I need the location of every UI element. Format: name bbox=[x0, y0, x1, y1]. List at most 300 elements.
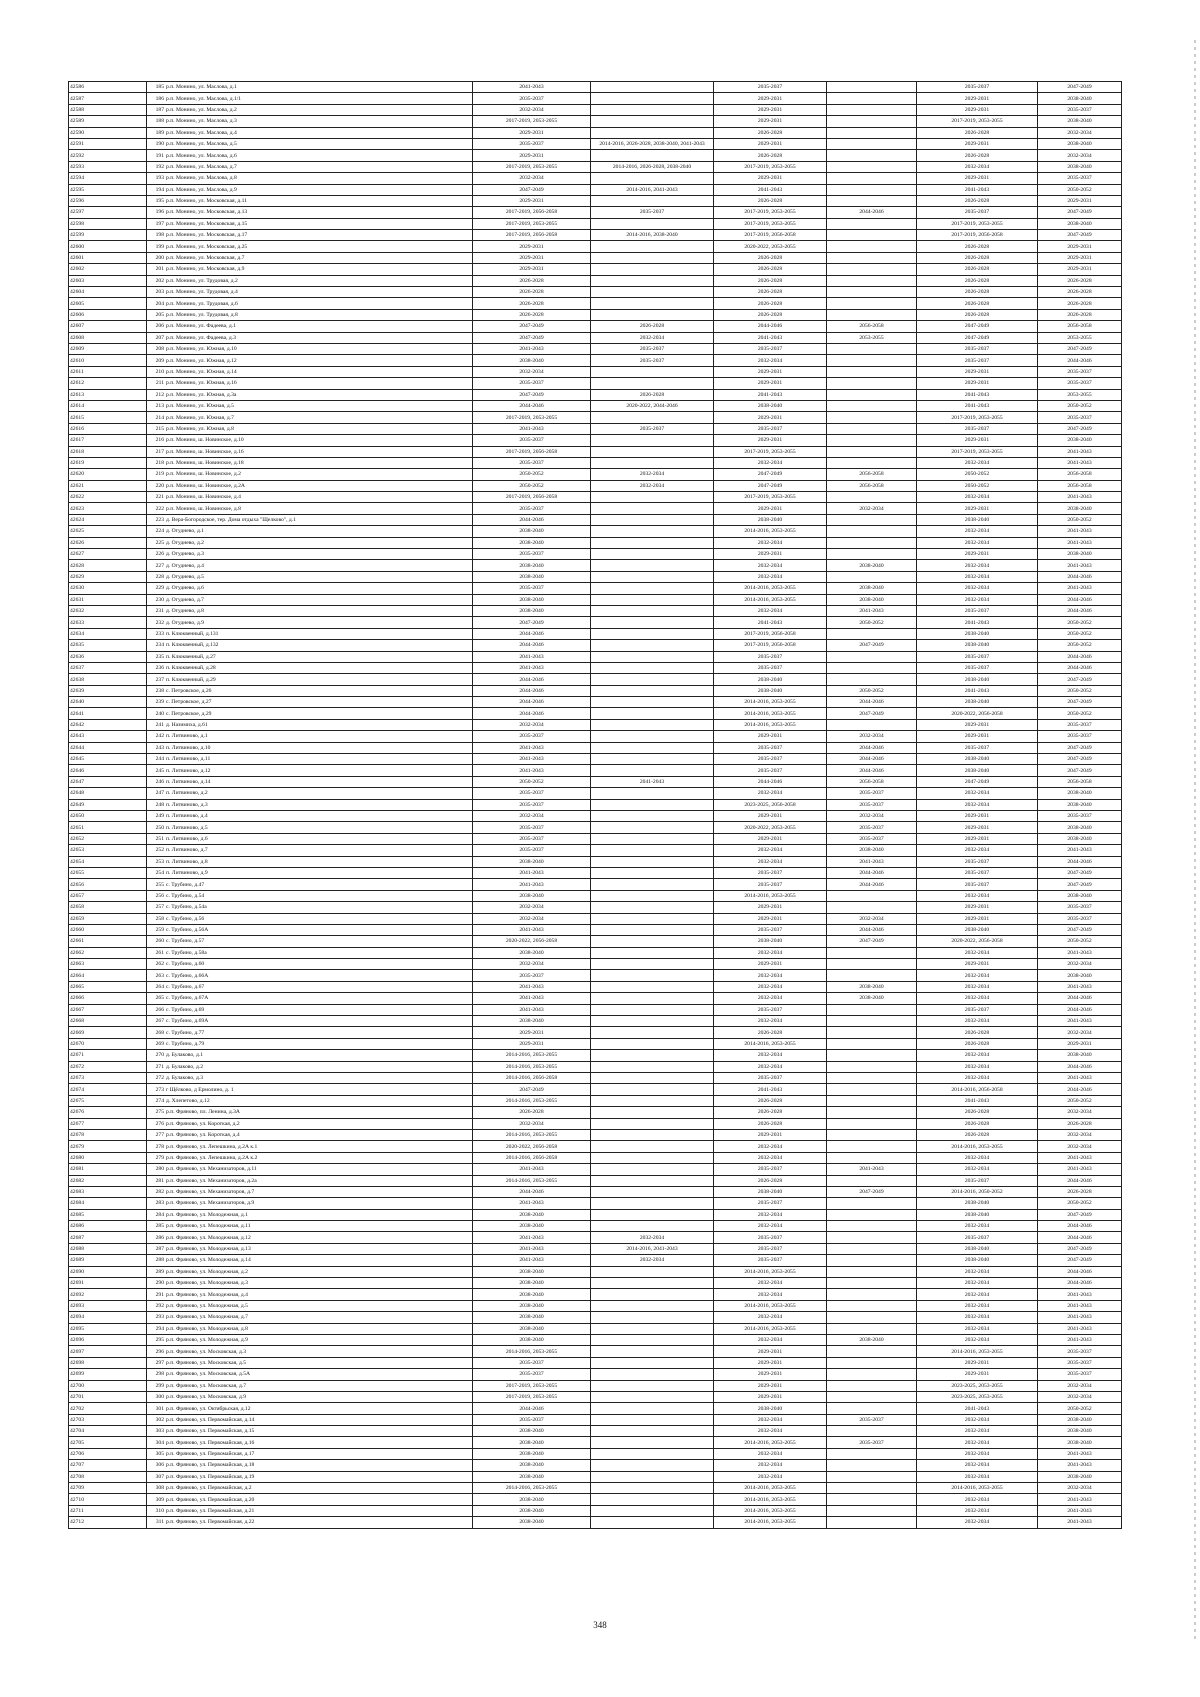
cell-row-id: 42621 bbox=[69, 480, 147, 491]
cell-period-6: 2041-2043 bbox=[1038, 981, 1122, 992]
table-row bbox=[69, 970, 1122, 981]
cell-period-3: 2029-2031 bbox=[714, 959, 827, 970]
cell-period-1: 2038-2040 bbox=[473, 1323, 591, 1334]
cell-row-id: 42600 bbox=[69, 241, 147, 252]
cell-address: р.п. Монино, ул. Трудовая, д.2 bbox=[165, 275, 473, 286]
cell-row-index: 287 bbox=[147, 1243, 166, 1254]
cell-period-3: 2017-2019, 2053-2055 bbox=[714, 161, 827, 172]
cell-period-4: 2047-2049 bbox=[827, 640, 917, 651]
cell-address: р.п. Монино, ул. Московская, д.17 bbox=[165, 230, 473, 241]
cell-period-4: 2050-2052 bbox=[827, 685, 917, 696]
cell-row-id: 42642 bbox=[69, 719, 147, 730]
cell-period-5: 2026-2028 bbox=[917, 252, 1038, 263]
cell-period-5: 2017-2019, 2053-2055 bbox=[917, 218, 1038, 229]
cell-period-3: 2035-2037 bbox=[714, 1164, 827, 1175]
cell-row-id: 42676 bbox=[69, 1107, 147, 1118]
cell-address: с. Трубино, д.58а bbox=[165, 947, 473, 958]
cell-period-1: 2038-2040 bbox=[473, 526, 591, 537]
cell-period-5: 2035-2037 bbox=[917, 355, 1038, 366]
cell-period-6: 2050-2052 bbox=[1038, 628, 1122, 639]
cell-period-6: 2050-2052 bbox=[1038, 1095, 1122, 1106]
cell-period-3: 2032-2034 bbox=[714, 1460, 827, 1471]
cell-period-5: 2026-2028 bbox=[917, 1129, 1038, 1140]
cell-period-2: 2014-2016, 2026-2028, 2038-2040 bbox=[591, 161, 714, 172]
cell-row-index: 311 bbox=[147, 1517, 166, 1528]
cell-period-6: 2044-2046 bbox=[1038, 1004, 1122, 1015]
table-row bbox=[69, 207, 1122, 218]
table-row bbox=[69, 662, 1122, 673]
cell-row-index: 295 bbox=[147, 1334, 166, 1345]
cell-period-4: 2041-2043 bbox=[827, 856, 917, 867]
cell-period-2 bbox=[591, 685, 714, 696]
table-row bbox=[69, 856, 1122, 867]
cell-row-id: 42605 bbox=[69, 298, 147, 309]
cell-period-2 bbox=[591, 1038, 714, 1049]
cell-period-2 bbox=[591, 1050, 714, 1061]
cell-period-6: 2035-2037 bbox=[1038, 412, 1122, 423]
cell-period-4 bbox=[827, 1084, 917, 1095]
cell-row-index: 308 bbox=[147, 1483, 166, 1494]
table-row bbox=[69, 1357, 1122, 1368]
cell-row-index: 309 bbox=[147, 1494, 166, 1505]
cell-row-index: 294 bbox=[147, 1323, 166, 1334]
cell-period-3: 2035-2037 bbox=[714, 765, 827, 776]
cell-row-id: 42654 bbox=[69, 856, 147, 867]
table-row bbox=[69, 355, 1122, 366]
cell-address: р.п. Монино, ул. Южная, д.14 bbox=[165, 366, 473, 377]
table-row bbox=[69, 321, 1122, 332]
cell-period-6: 2041-2043 bbox=[1038, 1312, 1122, 1323]
cell-period-6: 2047-2049 bbox=[1038, 867, 1122, 878]
cell-period-3: 2026-2028 bbox=[714, 195, 827, 206]
cell-period-1: 2041-2043 bbox=[473, 867, 591, 878]
cell-period-5: 2014-2016, 2053-2055 bbox=[917, 1346, 1038, 1357]
cell-period-5: 2026-2028 bbox=[917, 150, 1038, 161]
cell-period-2 bbox=[591, 1403, 714, 1414]
cell-address: р.п. Фряново, ул. Механизаторов, д.9 bbox=[165, 1198, 473, 1209]
cell-address: с. Трубино, д.47 bbox=[165, 879, 473, 890]
cell-period-5: 2047-2049 bbox=[917, 332, 1038, 343]
cell-period-4 bbox=[827, 184, 917, 195]
cell-period-1: 2044-2046 bbox=[473, 1403, 591, 1414]
cell-period-4 bbox=[827, 1243, 917, 1254]
cell-row-id: 42610 bbox=[69, 355, 147, 366]
cell-period-1: 2029-2031 bbox=[473, 150, 591, 161]
cell-period-1: 2038-2040 bbox=[473, 1471, 591, 1482]
table-row bbox=[69, 1232, 1122, 1243]
cell-period-6: 2035-2037 bbox=[1038, 378, 1122, 389]
cell-address: р.п. Фряново, ул. Короткая, д.2 bbox=[165, 1118, 473, 1129]
cell-period-3: 2023-2025, 2056-2058 bbox=[714, 799, 827, 810]
cell-row-id: 42693 bbox=[69, 1300, 147, 1311]
cell-period-1: 2029-2031 bbox=[473, 1038, 591, 1049]
cell-period-4 bbox=[827, 1050, 917, 1061]
table-row bbox=[69, 343, 1122, 354]
cell-row-index: 211 bbox=[147, 378, 166, 389]
cell-row-id: 42708 bbox=[69, 1471, 147, 1482]
cell-period-6: 2035-2037 bbox=[1038, 719, 1122, 730]
cell-period-4 bbox=[827, 423, 917, 434]
cell-row-id: 42589 bbox=[69, 116, 147, 127]
cell-period-6: 2044-2046 bbox=[1038, 1175, 1122, 1186]
cell-period-3: 2026-2028 bbox=[714, 1095, 827, 1106]
cell-period-4: 2032-2034 bbox=[827, 811, 917, 822]
cell-address: р.п. Фряново, ул. Молодежная, д.14 bbox=[165, 1255, 473, 1266]
cell-period-6: 2038-2040 bbox=[1038, 788, 1122, 799]
cell-row-id: 42634 bbox=[69, 628, 147, 639]
cell-period-5: 2026-2028 bbox=[917, 127, 1038, 138]
cell-address: д. Огуднево, д.5 bbox=[165, 571, 473, 582]
cell-row-index: 243 bbox=[147, 742, 166, 753]
cell-period-4 bbox=[827, 1460, 917, 1471]
cell-address: г Щёлково, д Ермолино, д. 1 bbox=[165, 1084, 473, 1095]
cell-period-5: 2029-2031 bbox=[917, 719, 1038, 730]
cell-row-index: 254 bbox=[147, 867, 166, 878]
cell-period-5: 2029-2031 bbox=[917, 93, 1038, 104]
cell-period-3: 2029-2031 bbox=[714, 731, 827, 742]
cell-period-3: 2047-2049 bbox=[714, 480, 827, 491]
cell-row-id: 42599 bbox=[69, 230, 147, 241]
cell-period-1: 2032-2034 bbox=[473, 173, 591, 184]
cell-period-4 bbox=[827, 1266, 917, 1277]
cell-period-1: 2035-2037 bbox=[473, 378, 591, 389]
cell-row-id: 42593 bbox=[69, 161, 147, 172]
cell-period-6: 2047-2049 bbox=[1038, 674, 1122, 685]
cell-period-2 bbox=[591, 1129, 714, 1140]
cell-row-index: 197 bbox=[147, 218, 166, 229]
cell-period-2 bbox=[591, 1517, 714, 1528]
cell-period-4 bbox=[827, 514, 917, 525]
cell-address: п. Литвиново, д.6 bbox=[165, 833, 473, 844]
cell-period-4 bbox=[827, 1038, 917, 1049]
cell-period-2 bbox=[591, 697, 714, 708]
cell-period-3: 2029-2031 bbox=[714, 435, 827, 446]
cell-period-2 bbox=[591, 1118, 714, 1129]
cell-period-5: 2032-2034 bbox=[917, 1334, 1038, 1345]
cell-period-5: 2026-2028 bbox=[917, 1107, 1038, 1118]
cell-row-index: 285 bbox=[147, 1221, 166, 1232]
cell-period-3: 2026-2028 bbox=[714, 275, 827, 286]
cell-period-4 bbox=[827, 1209, 917, 1220]
cell-period-1: 2032-2034 bbox=[473, 104, 591, 115]
cell-period-1: 2035-2037 bbox=[473, 1369, 591, 1380]
cell-period-5: 2026-2028 bbox=[917, 195, 1038, 206]
cell-period-5: 2032-2034 bbox=[917, 981, 1038, 992]
cell-period-1: 2017-2019, 2056-2058 bbox=[473, 446, 591, 457]
cell-address: р.п. Фряново, ул. Механизаторов, д.7 bbox=[165, 1186, 473, 1197]
cell-row-index: 252 bbox=[147, 845, 166, 856]
cell-period-1: 2044-2046 bbox=[473, 628, 591, 639]
cell-row-index: 246 bbox=[147, 776, 166, 787]
cell-period-2 bbox=[591, 628, 714, 639]
cell-period-2 bbox=[591, 811, 714, 822]
cell-row-index: 238 bbox=[147, 685, 166, 696]
cell-period-2 bbox=[591, 298, 714, 309]
cell-row-index: 230 bbox=[147, 594, 166, 605]
table-row bbox=[69, 1175, 1122, 1186]
cell-row-index: 188 bbox=[147, 116, 166, 127]
cell-period-2: 2041-2043 bbox=[591, 776, 714, 787]
cell-period-5: 2026-2028 bbox=[917, 1118, 1038, 1129]
cell-period-5: 2032-2034 bbox=[917, 947, 1038, 958]
cell-period-6: 2047-2049 bbox=[1038, 1255, 1122, 1266]
cell-period-1: 2032-2034 bbox=[473, 811, 591, 822]
cell-row-id: 42586 bbox=[69, 82, 147, 93]
cell-period-1: 2038-2040 bbox=[473, 1494, 591, 1505]
cell-period-1: 2026-2028 bbox=[473, 309, 591, 320]
cell-period-1: 2026-2028 bbox=[473, 275, 591, 286]
cell-row-index: 229 bbox=[147, 583, 166, 594]
cell-period-3: 2041-2043 bbox=[714, 332, 827, 343]
cell-period-2 bbox=[591, 1448, 714, 1459]
cell-period-1: 2038-2040 bbox=[473, 947, 591, 958]
cell-period-4 bbox=[827, 412, 917, 423]
cell-period-6: 2041-2043 bbox=[1038, 446, 1122, 457]
table-row bbox=[69, 1107, 1122, 1118]
cell-row-index: 291 bbox=[147, 1289, 166, 1300]
cell-period-6: 2044-2046 bbox=[1038, 1084, 1122, 1095]
cell-period-1: 2038-2040 bbox=[473, 1505, 591, 1516]
cell-row-index: 215 bbox=[147, 423, 166, 434]
table-row bbox=[69, 1278, 1122, 1289]
cell-period-2 bbox=[591, 378, 714, 389]
cell-period-1: 2032-2034 bbox=[473, 913, 591, 924]
cell-row-id: 42645 bbox=[69, 754, 147, 765]
table-row bbox=[69, 993, 1122, 1004]
cell-address: р.п. Монино, ул. Трудовая, д.4 bbox=[165, 287, 473, 298]
cell-row-id: 42684 bbox=[69, 1198, 147, 1209]
cell-period-4: 2032-2034 bbox=[827, 503, 917, 514]
cell-period-2 bbox=[591, 412, 714, 423]
cell-period-6: 2038-2040 bbox=[1038, 116, 1122, 127]
cell-period-6: 2029-2031 bbox=[1038, 1038, 1122, 1049]
cell-period-3: 2029-2031 bbox=[714, 913, 827, 924]
cell-row-index: 237 bbox=[147, 674, 166, 685]
cell-period-5: 2047-2049 bbox=[917, 321, 1038, 332]
cell-period-2 bbox=[591, 1289, 714, 1300]
cell-row-index: 232 bbox=[147, 617, 166, 628]
cell-period-6: 2038-2040 bbox=[1038, 549, 1122, 560]
cell-period-5: 2026-2028 bbox=[917, 1027, 1038, 1038]
cell-address: д. Огуднево, д.6 bbox=[165, 583, 473, 594]
cell-row-id: 42651 bbox=[69, 822, 147, 833]
cell-period-4 bbox=[827, 1278, 917, 1289]
table-row bbox=[69, 400, 1122, 411]
table-row bbox=[69, 1289, 1122, 1300]
cell-period-3: 2017-2019, 2056-2058 bbox=[714, 628, 827, 639]
cell-row-index: 267 bbox=[147, 1016, 166, 1027]
cell-period-3: 2029-2031 bbox=[714, 138, 827, 149]
cell-period-4: 2035-2037 bbox=[827, 822, 917, 833]
cell-period-2 bbox=[591, 1369, 714, 1380]
cell-address: р.п. Фряново, ул. Первомайская, д.21 bbox=[165, 1505, 473, 1516]
table-row bbox=[69, 799, 1122, 810]
cell-period-2 bbox=[591, 1346, 714, 1357]
cell-period-1: 2014-2016, 2056-2058 bbox=[473, 1072, 591, 1083]
cell-period-3: 2029-2031 bbox=[714, 1380, 827, 1391]
cell-period-3: 2029-2031 bbox=[714, 902, 827, 913]
cell-period-4 bbox=[827, 571, 917, 582]
cell-row-index: 201 bbox=[147, 264, 166, 275]
cell-address: р.п. Фряново, ул. Первомайская, д.17 bbox=[165, 1448, 473, 1459]
cell-address: с. Трубино, д.77 bbox=[165, 1027, 473, 1038]
cell-period-2 bbox=[591, 1095, 714, 1106]
cell-period-3: 2014-2016, 2053-2055 bbox=[714, 1517, 827, 1528]
cell-period-5: 2035-2037 bbox=[917, 343, 1038, 354]
cell-period-6: 2041-2043 bbox=[1038, 1164, 1122, 1175]
cell-period-2 bbox=[591, 1460, 714, 1471]
cell-period-2 bbox=[591, 856, 714, 867]
cell-address: р.п. Фряново, ул. Короткая, д.4 bbox=[165, 1129, 473, 1140]
cell-period-5: 2032-2034 bbox=[917, 594, 1038, 605]
cell-row-id: 42625 bbox=[69, 526, 147, 537]
cell-period-1: 2038-2040 bbox=[473, 1312, 591, 1323]
cell-period-4 bbox=[827, 252, 917, 263]
cell-row-id: 42711 bbox=[69, 1505, 147, 1516]
cell-period-4 bbox=[827, 1494, 917, 1505]
cell-address: с. Трубино, д.66А bbox=[165, 970, 473, 981]
cell-row-id: 42602 bbox=[69, 264, 147, 275]
cell-address: р.п. Монино, ул. Маслова, д.8 bbox=[165, 173, 473, 184]
cell-address: д. Огуднево, д.3 bbox=[165, 549, 473, 560]
cell-period-6: 2032-2034 bbox=[1038, 150, 1122, 161]
cell-row-index: 231 bbox=[147, 605, 166, 616]
cell-row-id: 42707 bbox=[69, 1460, 147, 1471]
cell-period-5: 2032-2034 bbox=[917, 1061, 1038, 1072]
cell-period-5: 2029-2031 bbox=[917, 435, 1038, 446]
cell-period-4 bbox=[827, 400, 917, 411]
cell-row-id: 42612 bbox=[69, 378, 147, 389]
cell-row-index: 204 bbox=[147, 298, 166, 309]
cell-period-3: 2035-2037 bbox=[714, 924, 827, 935]
cell-row-id: 42614 bbox=[69, 400, 147, 411]
cell-row-index: 225 bbox=[147, 537, 166, 548]
table-row bbox=[69, 127, 1122, 138]
cell-period-4 bbox=[827, 549, 917, 560]
cell-period-6: 2035-2037 bbox=[1038, 366, 1122, 377]
cell-address: р.п. Фряново, ул. Первомайская, д.22 bbox=[165, 1517, 473, 1528]
cell-address: с. Трубино, д.67 bbox=[165, 981, 473, 992]
cell-row-id: 42704 bbox=[69, 1426, 147, 1437]
cell-period-1: 2044-2046 bbox=[473, 685, 591, 696]
cell-period-4: 2044-2046 bbox=[827, 754, 917, 765]
cell-period-3: 2041-2043 bbox=[714, 389, 827, 400]
table-row bbox=[69, 811, 1122, 822]
cell-address: р.п. Монино, ш. Новинское, д.16 bbox=[165, 446, 473, 457]
cell-period-5: 2029-2031 bbox=[917, 104, 1038, 115]
cell-period-6: 2038-2040 bbox=[1038, 218, 1122, 229]
cell-period-5: 2038-2040 bbox=[917, 765, 1038, 776]
cell-period-4 bbox=[827, 959, 917, 970]
cell-period-3: 2038-2040 bbox=[714, 674, 827, 685]
cell-address: п. Литвиново, д.11 bbox=[165, 754, 473, 765]
cell-period-1: 2020-2022, 2056-2058 bbox=[473, 936, 591, 947]
cell-row-id: 42691 bbox=[69, 1278, 147, 1289]
cell-period-4: 2035-2037 bbox=[827, 833, 917, 844]
cell-period-4 bbox=[827, 457, 917, 468]
cell-row-id: 42709 bbox=[69, 1483, 147, 1494]
cell-period-1: 2047-2049 bbox=[473, 321, 591, 332]
cell-period-4 bbox=[827, 970, 917, 981]
cell-period-4 bbox=[827, 628, 917, 639]
cell-address: с. Трубино, д.60 bbox=[165, 959, 473, 970]
table-row bbox=[69, 731, 1122, 742]
cell-period-1: 2047-2049 bbox=[473, 617, 591, 628]
cell-row-index: 242 bbox=[147, 731, 166, 742]
cell-period-6: 2038-2040 bbox=[1038, 138, 1122, 149]
cell-period-3: 2026-2028 bbox=[714, 287, 827, 298]
cell-period-5: 2038-2040 bbox=[917, 697, 1038, 708]
cell-period-3: 2014-2016, 2053-2055 bbox=[714, 526, 827, 537]
cell-period-6: 2026-2028 bbox=[1038, 287, 1122, 298]
cell-period-3: 2029-2031 bbox=[714, 1357, 827, 1368]
cell-row-index: 281 bbox=[147, 1175, 166, 1186]
cell-period-3: 2035-2037 bbox=[714, 1232, 827, 1243]
cell-period-5: 2038-2040 bbox=[917, 674, 1038, 685]
cell-period-6: 2056-2058 bbox=[1038, 776, 1122, 787]
cell-period-6: 2035-2037 bbox=[1038, 1369, 1122, 1380]
schedule-table-container bbox=[68, 81, 1095, 1529]
cell-period-1: 2014-2016, 2053-2055 bbox=[473, 1061, 591, 1072]
cell-period-1: 2041-2043 bbox=[473, 343, 591, 354]
cell-row-id: 42664 bbox=[69, 970, 147, 981]
cell-row-id: 42592 bbox=[69, 150, 147, 161]
cell-period-5: 2032-2034 bbox=[917, 993, 1038, 1004]
cell-row-index: 195 bbox=[147, 195, 166, 206]
cell-row-index: 199 bbox=[147, 241, 166, 252]
cell-address: р.п. Монино, ул. Московская, д.7 bbox=[165, 252, 473, 263]
cell-period-4 bbox=[827, 662, 917, 673]
cell-period-4 bbox=[827, 1346, 917, 1357]
cell-address: п. Клюквенный, д.29 bbox=[165, 674, 473, 685]
cell-period-6: 2041-2043 bbox=[1038, 845, 1122, 856]
cell-period-4 bbox=[827, 1312, 917, 1323]
cell-period-5: 2041-2043 bbox=[917, 1403, 1038, 1414]
cell-period-6: 2047-2049 bbox=[1038, 697, 1122, 708]
cell-address: п. Литвиново, д.7 bbox=[165, 845, 473, 856]
cell-period-4: 2035-2037 bbox=[827, 799, 917, 810]
cell-row-index: 262 bbox=[147, 959, 166, 970]
cell-period-2 bbox=[591, 1334, 714, 1345]
cell-period-5: 2032-2034 bbox=[917, 457, 1038, 468]
cell-period-2 bbox=[591, 104, 714, 115]
cell-period-6: 2035-2037 bbox=[1038, 731, 1122, 742]
cell-period-5: 2017-2019, 2053-2055 bbox=[917, 412, 1038, 423]
cell-row-id: 42696 bbox=[69, 1334, 147, 1345]
cell-period-2 bbox=[591, 526, 714, 537]
cell-row-id: 42661 bbox=[69, 936, 147, 947]
cell-period-1: 2041-2043 bbox=[473, 1243, 591, 1254]
cell-period-3: 2032-2034 bbox=[714, 1209, 827, 1220]
cell-period-6: 2047-2049 bbox=[1038, 754, 1122, 765]
cell-address: с. Петровское, д.27 bbox=[165, 697, 473, 708]
cell-address: р.п. Фряново, ул. Механизаторов, д.2а bbox=[165, 1175, 473, 1186]
table-row bbox=[69, 640, 1122, 651]
cell-period-5: 2032-2034 bbox=[917, 537, 1038, 548]
cell-address: р.п. Фряново, ул. Первомайская, д.15 bbox=[165, 1426, 473, 1437]
cell-period-3: 2026-2028 bbox=[714, 309, 827, 320]
cell-period-4 bbox=[827, 355, 917, 366]
cell-period-1: 2014-2016, 2053-2055 bbox=[473, 1129, 591, 1140]
cell-row-id: 42665 bbox=[69, 981, 147, 992]
table-row bbox=[69, 959, 1122, 970]
cell-period-6: 2041-2043 bbox=[1038, 1072, 1122, 1083]
cell-period-2 bbox=[591, 765, 714, 776]
cell-row-index: 244 bbox=[147, 754, 166, 765]
cell-period-1: 2026-2028 bbox=[473, 298, 591, 309]
cell-period-6: 2032-2034 bbox=[1038, 1129, 1122, 1140]
cell-address: р.п. Фряново, ул. Молодежная, д.12 bbox=[165, 1232, 473, 1243]
